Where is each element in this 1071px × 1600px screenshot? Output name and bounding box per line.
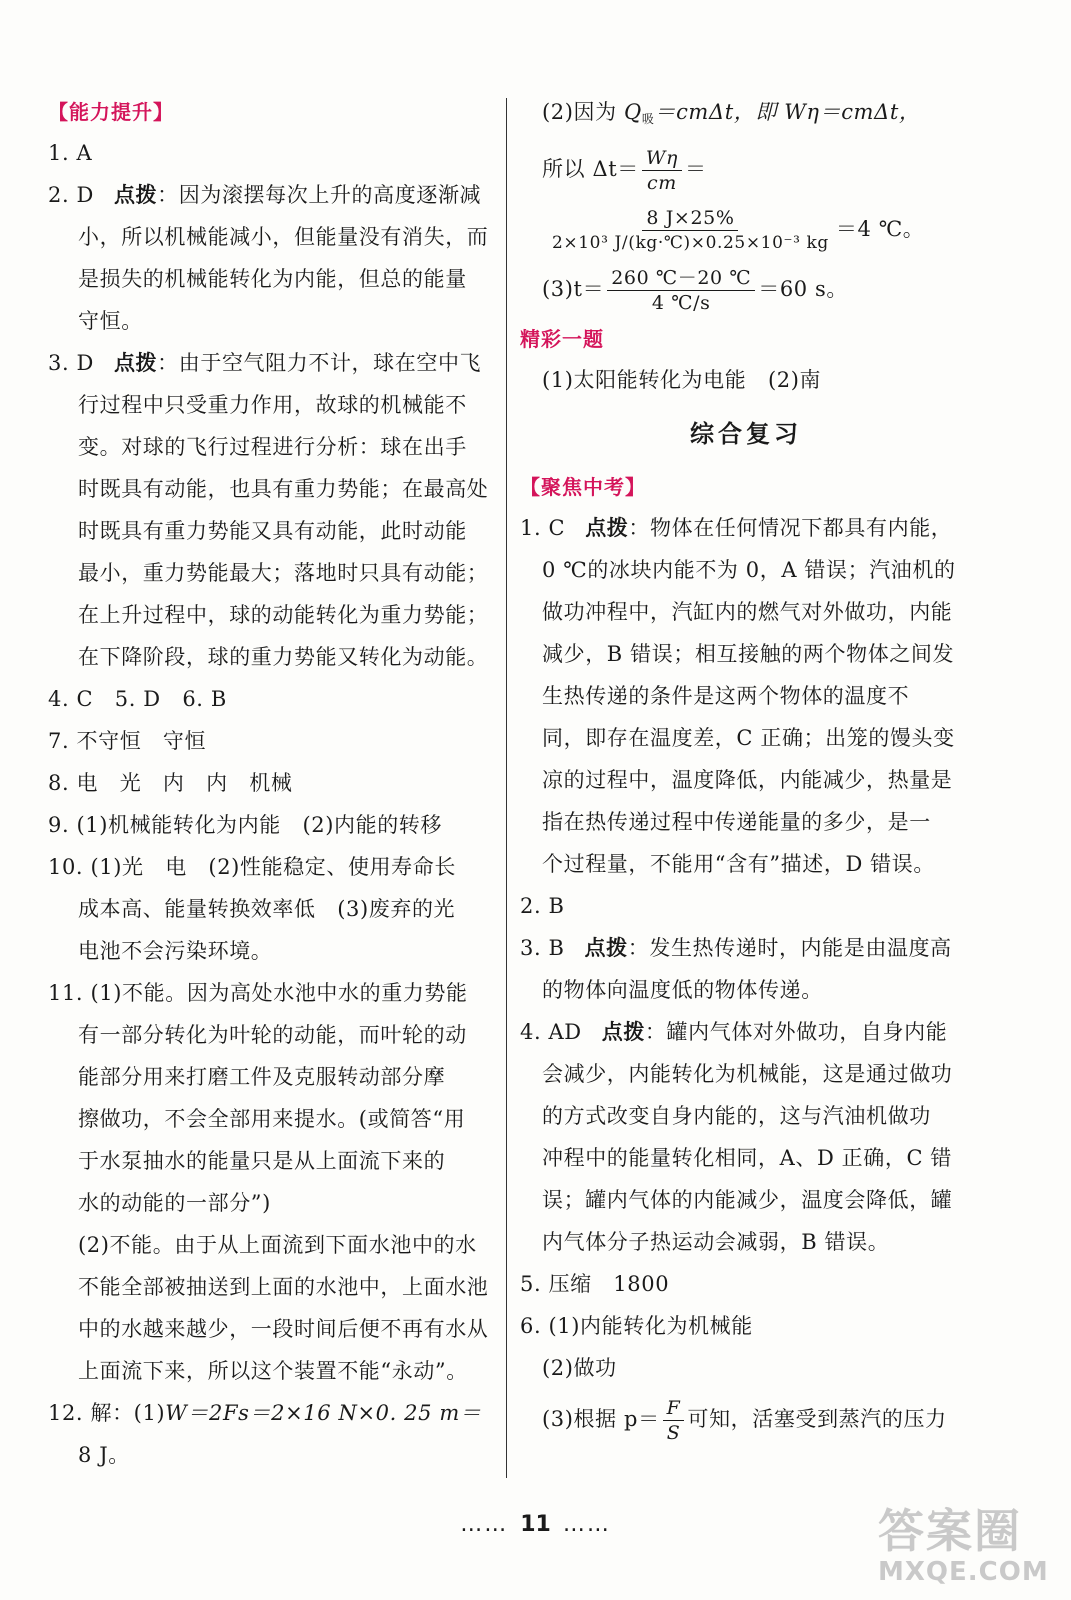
answer-line: 生热传递的条件是这两个物体的温度不 [542, 684, 910, 708]
answer-line: 内气体分子热运动会减弱，B 错误。 [542, 1230, 890, 1254]
answer-line: 擦做功，不会全部用来提水。(或简答“用 [78, 1107, 466, 1131]
fraction: $\frac{F}{S}$ [663, 1396, 685, 1445]
answer-line: (1)太阳能转化为电能 (2)南 [542, 368, 822, 392]
answer-line: 0 ℃的冰块内能不为 0，A 错误；汽油机的 [542, 558, 956, 582]
answer-line: 变。对球的飞行过程进行分析：球在出手 [78, 435, 467, 459]
answer-line: 8 J。 [78, 1443, 130, 1467]
answer-line: 10. (1)光 电 (2)性能稳定、使用寿命长 [48, 855, 456, 879]
answer-line: 8. 电 光 内 内 机械 [48, 771, 293, 795]
answer-line: 4. AD 点拨：罐内气体对外做功，自身内能 [520, 1019, 948, 1044]
watermark-logo: 答案圈 MXQE.COM [878, 1504, 1049, 1587]
left-column [48, 92, 498, 1476]
answer-line: (3)根据 p＝ $\frac{F}{S}$ 可知，活塞受到蒸汽的压力 [542, 1397, 947, 1444]
answer-line: 成本高、能量转换效率低 (3)废弃的光 [78, 897, 456, 921]
answer-line: 在上升过程中，球的动能转化为重力势能； [78, 603, 489, 627]
answer-line: 电池不会污染环境。 [78, 939, 273, 963]
answer-line: 于水泵抽水的能量只是从上面流下来的 [78, 1149, 446, 1173]
section-jujiao-zhongkao: 【聚焦中考】 [520, 475, 646, 499]
answer-line: 小，所以机械能减小，但能量没有消失，而 [78, 225, 489, 249]
answer-line: 上面流下来，所以这个装置不能“永动”。 [78, 1359, 468, 1383]
answer-line: 会减少，内能转化为机械能，这是通过做功 [542, 1062, 953, 1086]
section-nengli-tisheng: 【能力提升】 [48, 100, 174, 124]
answer-line: 水的动能的一部分”) [78, 1191, 271, 1215]
answer-line: 不能全部被抽送到上面的水池中，上面水池 [78, 1275, 489, 1299]
answer-line: (2)不能。由于从上面流到下面水池中的水 [78, 1233, 477, 1257]
page-footer: …… 11 …… [460, 1512, 611, 1537]
answer-line: 2. B [520, 894, 565, 918]
answer-line: 指在热传递过程中传递能量的多少，是一 [542, 810, 931, 834]
answer-line: 9. (1)机械能转化为内能 (2)内能的转移 [48, 813, 443, 837]
page-number: 11 [520, 1512, 551, 1537]
answer-line: 是损失的机械能转化为内能，但总的能量 [78, 267, 467, 291]
answer-line: 3. B 点拨：发生热传递时，内能是由温度高 [520, 935, 952, 960]
answer-line: 时既具有动能，也具有重力势能；在最高处 [78, 477, 489, 501]
answer-line: 3. D 点拨：由于空气阻力不计，球在空中飞 [48, 350, 482, 375]
answer-line: 误；罐内气体的内能减少，温度会降低，罐 [542, 1188, 953, 1212]
answer-line: 减少，B 错误；相互接触的两个物体之间发 [542, 642, 955, 666]
answer-line: 6. (1)内能转化为机械能 [520, 1314, 753, 1338]
calc-line: 所以 Δt＝ $\frac{W\eta}{cm}$ ＝ [542, 147, 707, 194]
answer-line: 做功冲程中，汽缸内的燃气对外做功，内能 [542, 600, 953, 624]
answer-line: 在下降阶段，球的重力势能又转化为动能。 [78, 645, 489, 669]
answer-line: 时既具有重力势能又具有动能，此时动能 [78, 519, 467, 543]
right-column [520, 92, 972, 1449]
answer-line: 中的水越来越少，一段时间后便不再有水从 [78, 1317, 489, 1341]
answer-line: 1. C 点拨：物体在任何情况下都具有内能， [520, 515, 953, 540]
answer-line: 个过程量，不能用“含有”描述，D 错误。 [542, 852, 935, 876]
answer-line: 能部分用来打磨工件及克服转动部分摩 [78, 1065, 446, 1089]
answer-line: 有一部分转化为叶轮的动能，而叶轮的动 [78, 1023, 467, 1047]
answer-line: 冲程中的能量转化相同，A、D 正确，C 错 [542, 1146, 953, 1170]
answer-line: 的方式改变自身内能的，这与汽油机做功 [542, 1104, 931, 1128]
calc-line: $\frac{8 J\times 25\%}{\text{2×10³ J/(kg·℃)×0.25×10⁻³ kg}}$ ＝4 ℃。 [520, 199, 972, 259]
answer-line: 最小，重力势能最大；落地时只具有动能； [78, 561, 489, 585]
answer-line: 11. (1)不能。因为高处水池中水的重力势能 [48, 981, 468, 1005]
answer-line: 同，即存在温度差，C 正确；出笼的馒头变 [542, 726, 955, 750]
fraction: $\frac{260 ℃-20 ℃}{4 ℃/s}$ [607, 266, 755, 315]
fraction: $\frac{W\eta}{cm}$ [642, 146, 682, 195]
calc-line: (3)t＝ $\frac{260 ℃-20 ℃}{4 ℃/s}$ ＝60 s。 [542, 267, 848, 314]
answer-line: 12. 解：(1)W＝2Fs＝2×16 N×0. 25 m＝ [48, 1401, 482, 1425]
answer-line: 5. 压缩 1800 [520, 1272, 670, 1296]
answer-line: 7. 不守恒 守恒 [48, 729, 207, 753]
column-divider [506, 98, 507, 1478]
section-jingcai-yiti: 精彩一题 [520, 327, 604, 351]
answer-line: 的物体向温度低的物体传递。 [542, 978, 823, 1002]
answer-line: 4. C 5. D 6. B [48, 687, 227, 711]
page-heading: 综合复习 [690, 419, 802, 448]
answer-line: 2. D 点拨：因为滚摆每次上升的高度逐渐减 [48, 182, 482, 207]
answer-line: 守恒。 [78, 309, 143, 333]
answer-line: (2)做功 [542, 1356, 617, 1380]
fraction: $\frac{8 J\times 25\%}{\text{2×10³ J/(kg·℃)×0.25×10⁻³ kg}}$ [552, 207, 829, 253]
answer-line: 凉的过程中，温度降低，内能减少，热量是 [542, 768, 953, 792]
answer-line: 1. A [48, 141, 93, 165]
answer-line: 行过程中只受重力作用，故球的机械能不 [78, 393, 467, 417]
formula: W＝2Fs＝2×16 N×0. 25 m＝ [165, 1401, 482, 1425]
calc-line: (2)因为 $Q_吸=cm\Delta t$，即 Wη＝cmΔt， [542, 100, 921, 126]
